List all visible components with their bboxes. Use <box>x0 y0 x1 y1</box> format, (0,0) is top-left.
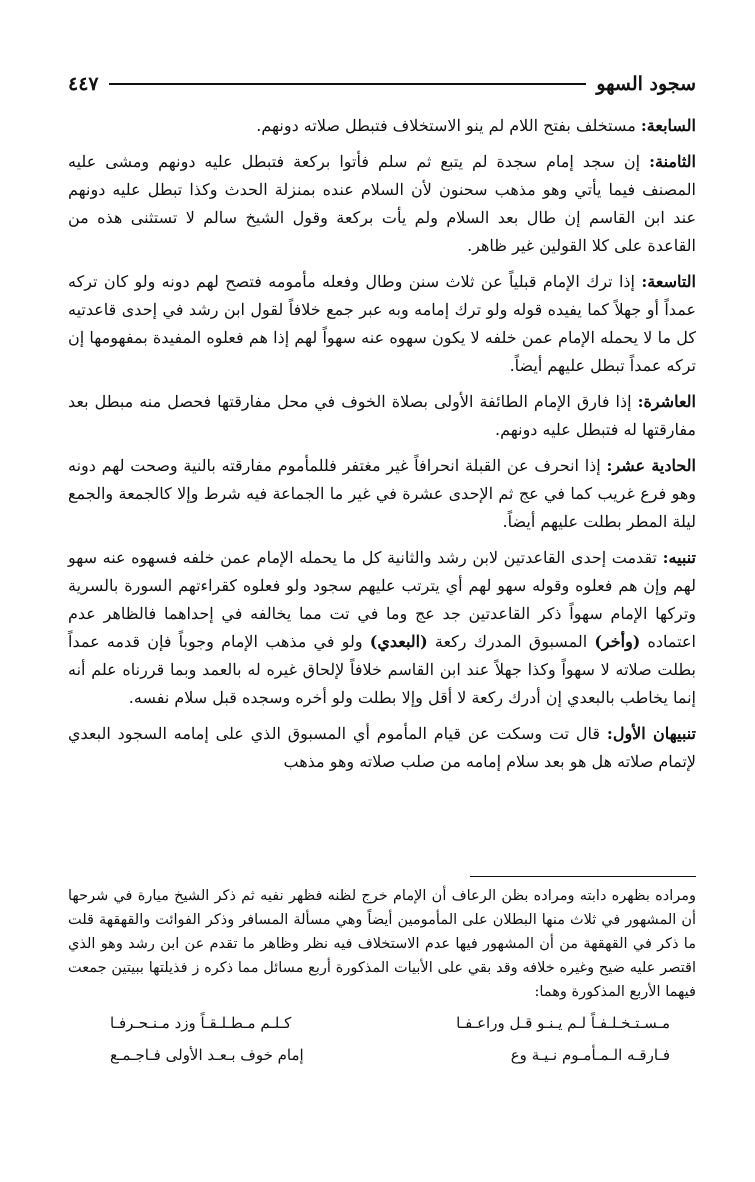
verse-hemistich: مـسـتـخـلـفـاً لـم يـنـو قـل وراعـفـا <box>456 1014 670 1032</box>
verse-hemistich: كـلـم مـطـلـقـاً وزد مـنـحـرفـا <box>110 1014 292 1032</box>
paragraph-text: تقدمت إحدى القاعدتين لابن رشد والثانية كل ما يحمله الإمام عمن خلفه فسهوه عنه سهو لهم وإن هم فعلوه وقوله سهو لهم أي يترتب عليهم سجود ولو فعلوه كقراءتهم السورة بالسرية وتركها الإمام سهواً ذكر القاعدتين جد عج وما في تت مما يخالفه في إحداهما فالظاهر عدم اعتماده <box>68 548 697 651</box>
chapter-title: سجود السهو <box>596 73 696 95</box>
paragraph-term: الحادية عشر: <box>606 456 696 475</box>
paragraph-text: إذا فارق الإمام الطائفة الأولى بصلاة الخوف في محل مفارقتها فحصل منه مبطل بعد مفارقتها له فتبطل عليه دونهم. <box>68 392 696 439</box>
footnote <box>68 884 696 1004</box>
main-text <box>68 112 696 784</box>
verse-hemistich: فـارقـه الـمـأمـوم نـيـة وع <box>510 1046 670 1064</box>
matn-quote: (وأخر) <box>594 632 641 651</box>
footnote-divider <box>470 876 696 877</box>
paragraph-text: إذا انحرف عن القبلة انحرافاً غير مغتفر فللمأموم مفارقته بالنية وصحت لهم دونه وهو فرع غريب كما في عج ثم الإحدى عشرة في غير ما الجماعة فيه شرط وإلا كالجمعة والجمع ليلة المطر بطلت عليهم أيضاً. <box>68 456 696 531</box>
paragraph-text: مستخلف بفتح اللام لم ينو الاستخلاف فتبطل صلاته دونهم. <box>256 116 641 135</box>
paragraph-ninth <box>68 268 696 380</box>
paragraph-text: قال تت وسكت عن قيام المأموم أي المسبوق الذي على إمامه السجود البعدي لإتمام صلاته هل هو بعد سلام إمامه من صلب صلاته وهو مذهب <box>68 724 696 771</box>
paragraph-term: تنبيه: <box>662 548 696 567</box>
page-number: ٤٤٧ <box>68 73 99 95</box>
footnote-text: ومراده بظهره دابته ومراده بظن الرعاف أن الإمام خرج لظنه فظهر نفيه ثم ذكر الشيخ ميارة في شرحها أن المشهور في ثلاث منها البطلان على المأمومين أيضاً وهي مسألة المسافر وذكر الفوائت والقهقهة قلت ما ذكر في القهقهة من أن المشهور فيها عدم الاستخلاف فيه نظر وظاهر ما تقدم عن ابن رشد وهو الذي اقتصر عليه ضيح وغيره خلافه وقد بقي على الأبيات المذكورة أربع مسائل مما ذكره ز فذيلتها ببيتين جمعت فيهما الأربع المذكورة وهما: <box>68 888 696 1000</box>
paragraph-term: التاسعة: <box>641 272 696 291</box>
paragraph-tanbihan <box>68 720 696 776</box>
paragraph-term: تنبيهان الأول: <box>606 724 696 743</box>
paragraph-tenth <box>68 388 696 444</box>
header-rule <box>109 83 587 85</box>
paragraph-seventh <box>68 112 696 140</box>
paragraph-term: الثامنة: <box>649 152 696 171</box>
page-header <box>68 72 696 96</box>
paragraph-term: العاشرة: <box>637 392 696 411</box>
paragraph-eleventh <box>68 452 696 536</box>
paragraph-text: إذا ترك الإمام قبلياً عن ثلاث سنن وطال وفعله مأمومه فتصح لهم دونه ولو كان تركه عمداً أو جهلاً كما يفيده قوله ولو ترك إمامه وبه عبر جمع خلافاً لقول ابن رشد في إحدى قاعدتيه كل ما لا يحمله الإمام عمن خلفه لا يكون سهوه عنه سهواً لهم إذا هم فعلوه المفيدة بمفهومها إن تركه عمداً تبطل عليهم أيضاً. <box>68 272 696 375</box>
paragraph-term: السابعة: <box>640 116 696 135</box>
paragraph-text: ولو في مذهب الإمام وجوباً فإن قدمه عمداً بطلت صلاته لا سهواً وكذا جهلاً عند ابن القاسم خلافاً لإلحاق غيره له بالعمد وبما قررناه علم أنه إنما يخاطب بالبعدي إن أدرك ركعة لا أقل وإلا بطلت ولو أخره وسجده قبل سلام نفسه. <box>68 632 696 707</box>
paragraph-text: إن سجد إمام سجدة لم يتبع ثم سلم فأتوا بركعة فتبطل عليه دونهم ومشى عليه المصنف فيما يأتي وهو مذهب سحنون لأن السلام عنده بمنزلة الحدث وكذا تبطل عليه دونهم عند ابن القاسم إن طال بعد السلام ولم يأت بركعة وقول الشيخ سالم لا تستثنى هذه من القاعدة على كلا القولين غير ظاهر. <box>68 152 697 255</box>
paragraph-text: المسبوق المدرك ركعة <box>427 632 595 651</box>
matn-quote: (البعدي) <box>369 632 428 651</box>
verse-line-1 <box>110 1014 670 1032</box>
verse-hemistich: إمام خوف بـعـد الأولى فـاجـمـع <box>110 1046 304 1064</box>
verse-line-2 <box>110 1046 670 1064</box>
paragraph-tanbih <box>68 544 696 712</box>
paragraph-eighth <box>68 148 696 260</box>
